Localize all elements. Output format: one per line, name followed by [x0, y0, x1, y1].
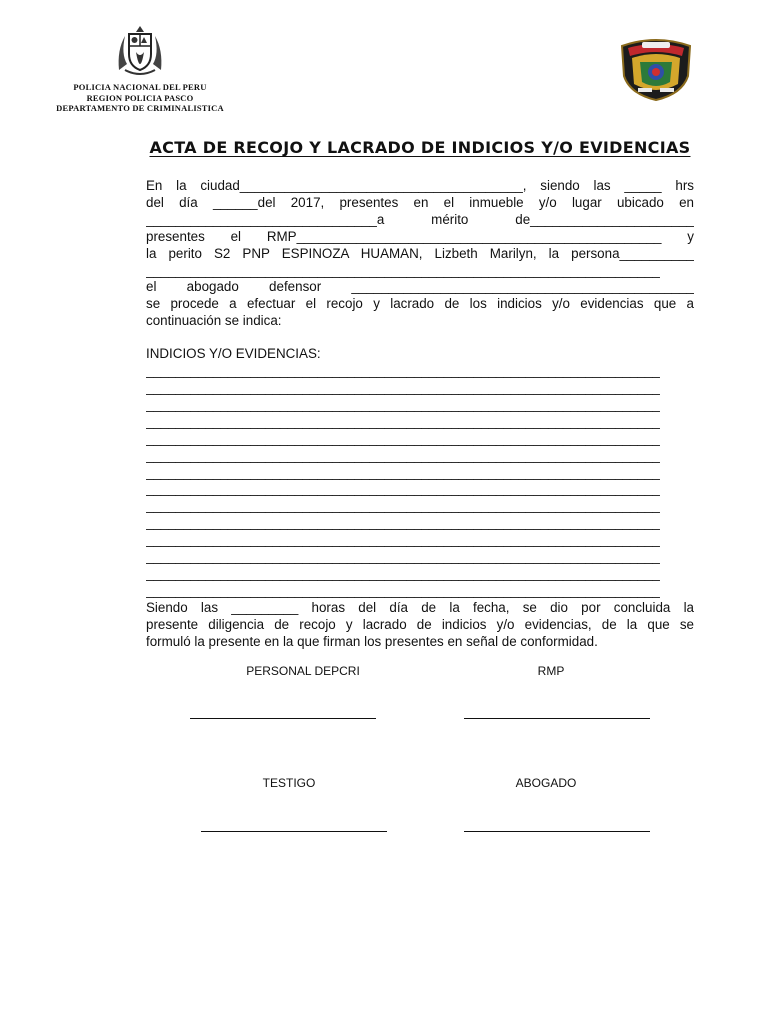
signature-label-rmp: RMP: [537, 664, 565, 678]
closing-line-2: presente diligencia de recojo y lacrado de indicios y/o evidencias, de la que se: [146, 616, 694, 632]
signature-label-testigo: TESTIGO: [262, 776, 316, 790]
intro-line-2: del día ______del 2017, presentes en el inmueble y/o lugar ubicado en: [146, 194, 694, 210]
intro-line-9: continuación se indica:: [146, 313, 282, 329]
evidence-line: _____________________________________________________________________: [146, 464, 660, 480]
closing-line-3: formuló la presente en la que firman los presentes en señal de conformidad.: [146, 633, 598, 649]
intro-line-6: _____________________________________________________________________: [146, 262, 660, 278]
intro-line-7: el abogado defensor ______________________________________________: [146, 279, 694, 295]
evidence-line: _____________________________________________________________________: [146, 515, 660, 531]
evidence-line: _____________________________________________________________________: [146, 532, 660, 548]
intro-line-3: _______________________________a mérito de______________________: [146, 211, 694, 227]
peru-coat-of-arms-icon: [115, 24, 165, 78]
evidence-line: _____________________________________________________________________: [146, 379, 660, 395]
evidence-line: _____________________________________________________________________: [146, 582, 660, 598]
document-body: [146, 178, 694, 650]
intro-line-4: presentes el RMP_________________________________________________ y: [146, 228, 694, 244]
header-organization: [40, 24, 240, 114]
intro-line-1: En la ciudad______________________________________, siendo las _____ hrs: [146, 178, 694, 193]
evidence-line: _____________________________________________________________________: [146, 396, 660, 412]
evidence-line: _____________________________________________________________________: [146, 549, 660, 565]
signature-line-rmp: [464, 718, 650, 719]
criminalistics-shield-icon: [616, 36, 696, 102]
evidence-line: _____________________________________________________________________: [146, 498, 660, 514]
closing-line-1: Siendo las _________ horas del día de la fecha, se dio por concluida la: [146, 599, 694, 615]
signature-line-testigo: [201, 831, 387, 832]
signature-line-personal: [190, 718, 376, 719]
signature-label-abogado: ABOGADO: [515, 776, 577, 790]
org-line-2: REGION POLICIA PASCO: [86, 92, 194, 103]
document-title: ACTA DE RECOJO Y LACRADO DE INDICIOS Y/O EVIDENCIAS: [149, 138, 691, 157]
evidence-line: _____________________________________________________________________: [146, 430, 660, 446]
evidence-line: _____________________________________________________________________: [146, 363, 660, 379]
intro-line-5: la perito S2 PNP ESPINOZA HUAMAN, Lizbeth Marilyn, la persona__________: [146, 245, 694, 261]
evidence-line: _____________________________________________________________________: [146, 413, 660, 429]
evidence-line: _____________________________________________________________________: [146, 447, 660, 463]
signature-label-personal: PERSONAL DEPCRI: [246, 664, 360, 678]
evidence-line: _____________________________________________________________________: [146, 481, 660, 497]
intro-line-8: se procede a efectuar el recojo y lacrado de los indicios y/o evidencias que a: [146, 296, 694, 312]
evidence-heading: INDICIOS Y/O EVIDENCIAS:: [146, 346, 321, 362]
org-line-1: POLICIA NACIONAL DEL PERU: [73, 82, 207, 92]
org-line-3: DEPARTAMENTO DE CRIMINALISTICA: [56, 103, 224, 113]
signature-line-abogado: [464, 831, 650, 832]
evidence-line: _____________________________________________________________________: [146, 565, 660, 581]
